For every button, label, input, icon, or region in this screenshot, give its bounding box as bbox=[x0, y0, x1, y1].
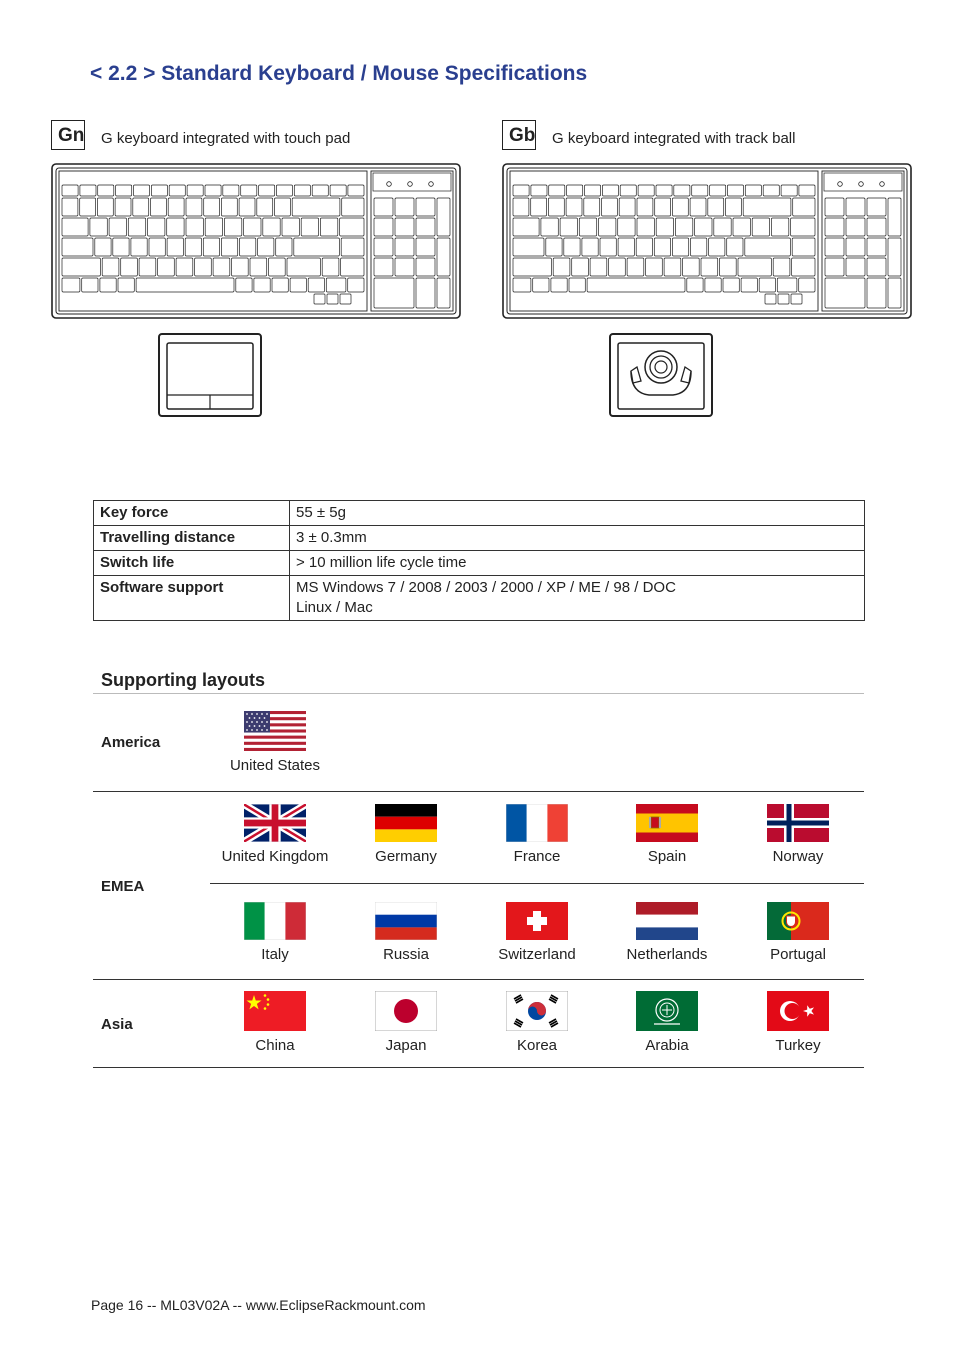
layout-russia bbox=[346, 902, 466, 963]
layout-spain bbox=[607, 804, 727, 865]
country-name: Italy bbox=[261, 946, 289, 963]
netherlands-flag-icon bbox=[636, 902, 698, 940]
country-name: United States bbox=[229, 757, 321, 774]
trackball-diagram bbox=[609, 333, 713, 417]
layout-united-states bbox=[215, 711, 335, 774]
layout-norway bbox=[738, 804, 858, 865]
us-flag-icon bbox=[244, 711, 306, 751]
spec-value: > 10 million life cycle time bbox=[290, 551, 865, 576]
supporting-layouts-title: Supporting layouts bbox=[101, 670, 265, 690]
country-name: China bbox=[255, 1037, 295, 1054]
japan-flag-icon bbox=[375, 991, 437, 1031]
country-name: Spain bbox=[647, 848, 687, 865]
layout-netherlands bbox=[607, 902, 727, 963]
keyboard-trackball-diagram bbox=[502, 163, 912, 319]
country-name: Portugal bbox=[770, 946, 826, 963]
country-name: Turkey bbox=[775, 1037, 821, 1054]
spec-table bbox=[93, 500, 865, 621]
country-name: Germany bbox=[375, 848, 437, 865]
turkey-flag-icon bbox=[767, 991, 829, 1031]
table-row bbox=[94, 501, 865, 526]
layout-korea bbox=[477, 991, 597, 1054]
spec-key: Key force bbox=[94, 501, 290, 526]
layout-portugal bbox=[738, 902, 858, 963]
layout-italy bbox=[215, 902, 335, 963]
touchpad-diagram bbox=[158, 333, 262, 417]
table-row bbox=[94, 526, 865, 551]
country-name: Russia bbox=[383, 946, 429, 963]
country-name: Norway bbox=[772, 848, 824, 865]
country-name: Japan bbox=[385, 1037, 427, 1054]
layout-japan bbox=[346, 991, 466, 1054]
spec-key: Software support bbox=[94, 576, 290, 621]
divider bbox=[210, 883, 864, 884]
spec-value bbox=[290, 576, 865, 621]
layout-united-kingdom bbox=[215, 804, 335, 865]
spec-value-line: Linux / Mac bbox=[296, 599, 373, 616]
divider bbox=[93, 979, 864, 980]
spec-key: Switch life bbox=[94, 551, 290, 576]
country-name: Switzerland bbox=[498, 946, 576, 963]
russia-flag-icon bbox=[375, 902, 437, 940]
region-asia: Asia bbox=[101, 1016, 133, 1033]
model-desc-gb: G keyboard integrated with track ball bbox=[552, 130, 796, 147]
page-title: < 2.2 > Standard Keyboard / Mouse Specifications bbox=[90, 62, 588, 85]
country-name: France bbox=[513, 848, 561, 865]
korea-flag-icon bbox=[506, 991, 568, 1031]
divider bbox=[93, 1067, 864, 1068]
country-name: United Kingdom bbox=[221, 848, 329, 865]
table-row bbox=[94, 576, 865, 621]
keyboard-touchpad-diagram bbox=[51, 163, 461, 319]
italy-flag-icon bbox=[244, 902, 306, 940]
country-name: Netherlands bbox=[626, 946, 708, 963]
model-code-gn: Gn bbox=[51, 120, 85, 150]
germany-flag-icon bbox=[375, 804, 437, 842]
region-emea: EMEA bbox=[101, 878, 145, 895]
spec-value: 3 ± 0.3mm bbox=[290, 526, 865, 551]
spec-value: 55 ± 5g bbox=[290, 501, 865, 526]
france-flag-icon bbox=[506, 804, 568, 842]
arabia-flag-icon bbox=[636, 991, 698, 1031]
layout-switzerland bbox=[477, 902, 597, 963]
table-row bbox=[94, 551, 865, 576]
page-footer: Page 16 -- ML03V02A -- www.EclipseRackmount.com bbox=[91, 1297, 426, 1313]
spec-value-line: MS Windows 7 / 2008 / 2003 / 2000 / XP / ME / 98 / DOC bbox=[296, 579, 676, 596]
country-name: Arabia bbox=[645, 1037, 689, 1054]
layout-france bbox=[477, 804, 597, 865]
layout-china bbox=[215, 991, 335, 1054]
divider bbox=[93, 693, 864, 694]
spec-key: Travelling distance bbox=[94, 526, 290, 551]
norway-flag-icon bbox=[767, 804, 829, 842]
layout-turkey bbox=[738, 991, 858, 1054]
spain-flag-icon bbox=[636, 804, 698, 842]
model-desc-gn: G keyboard integrated with touch pad bbox=[101, 130, 351, 147]
portugal-flag-icon bbox=[767, 902, 829, 940]
layout-arabia bbox=[607, 991, 727, 1054]
switzerland-flag-icon bbox=[506, 902, 568, 940]
uk-flag-icon bbox=[244, 804, 306, 842]
china-flag-icon bbox=[244, 991, 306, 1031]
country-name: Korea bbox=[516, 1037, 558, 1054]
model-code-gb: Gb bbox=[502, 120, 536, 150]
layout-germany bbox=[346, 804, 466, 865]
region-america: America bbox=[101, 734, 161, 751]
divider bbox=[93, 791, 864, 792]
